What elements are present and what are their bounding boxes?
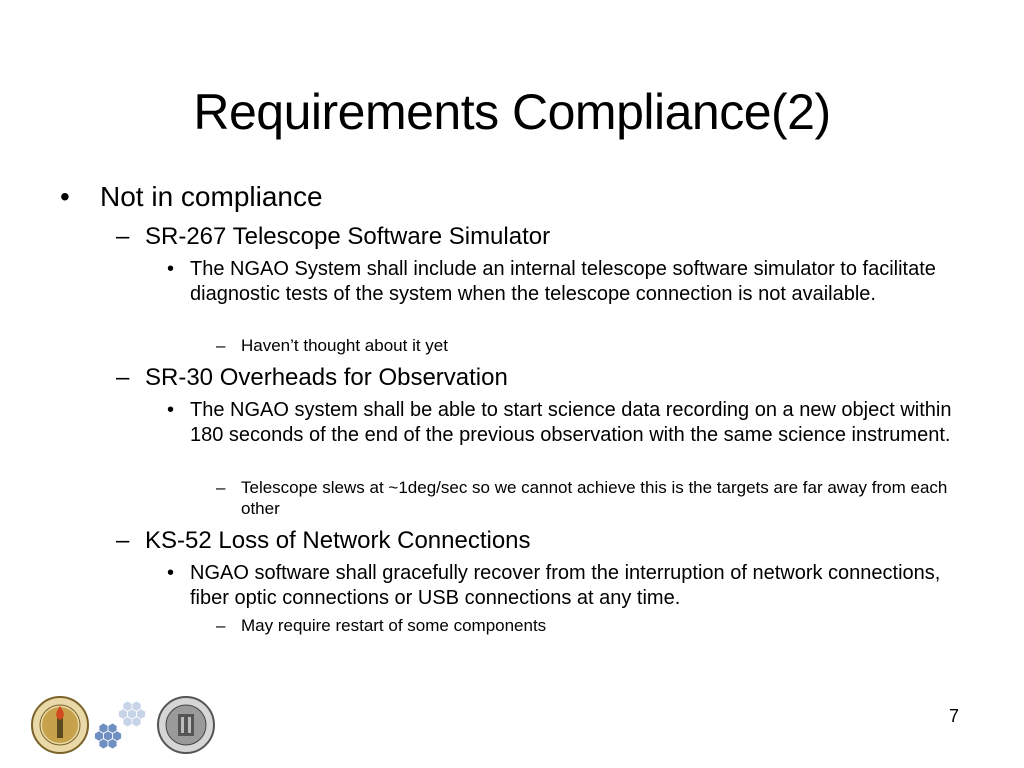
requirement-note-row xyxy=(216,616,966,637)
dash-marker: – xyxy=(216,616,226,635)
requirement-description-row xyxy=(167,257,975,306)
requirement-label: SR-267 Telescope Software Simulator xyxy=(145,223,551,250)
requirement-note: Telescope slews at ~1deg/sec so we cannot achieve this is the targets are far away from each other xyxy=(241,478,948,518)
hexagon-mirror-logo xyxy=(95,701,146,749)
requirement-description-row xyxy=(167,561,975,610)
requirement-note-row xyxy=(216,478,966,519)
requirement-item xyxy=(116,363,985,392)
requirement-note: May require restart of some components xyxy=(241,616,547,635)
bullet-marker: • xyxy=(167,562,175,584)
dash-marker: – xyxy=(116,223,130,250)
caltech-seal-logo xyxy=(32,697,88,753)
footer-logos xyxy=(30,694,220,756)
bullet-marker: • xyxy=(167,399,175,421)
bullet-level1 xyxy=(60,180,323,214)
requirement-item xyxy=(116,526,985,555)
requirement-note: Haven’t thought about it yet xyxy=(241,336,448,355)
dash-marker: – xyxy=(116,364,130,391)
bullet-marker: • xyxy=(167,258,175,280)
requirement-description: The NGAO system shall be able to start science data recording on a new object within 180 seconds of the end of the previous observation with the same science instrument. xyxy=(190,399,952,446)
requirement-description-row xyxy=(167,398,975,447)
requirement-item xyxy=(116,222,985,251)
slide-title: Requirements Compliance(2) xyxy=(193,84,831,140)
requirement-label: SR-30 Overheads for Observation xyxy=(145,364,508,391)
requirement-note-row xyxy=(216,336,966,357)
requirement-label: KS-52 Loss of Network Connections xyxy=(145,527,531,554)
logo-group xyxy=(30,694,220,756)
requirement-description: NGAO software shall gracefully recover from the interruption of network connections, fiber optic connections or USB connections at any time. xyxy=(190,562,941,609)
bullet-main-text: Not in compliance xyxy=(100,181,323,212)
page-number: 7 xyxy=(949,706,960,726)
dash-marker: – xyxy=(216,336,226,355)
requirement-description: The NGAO System shall include an internal telescope software simulator to facilitate diagnostic tests of the system when the telescope connection is not available. xyxy=(190,258,936,305)
uc-seal-logo xyxy=(158,697,214,753)
dash-marker: – xyxy=(116,527,130,554)
dash-marker: – xyxy=(216,478,226,497)
bullet-marker: • xyxy=(60,181,70,212)
